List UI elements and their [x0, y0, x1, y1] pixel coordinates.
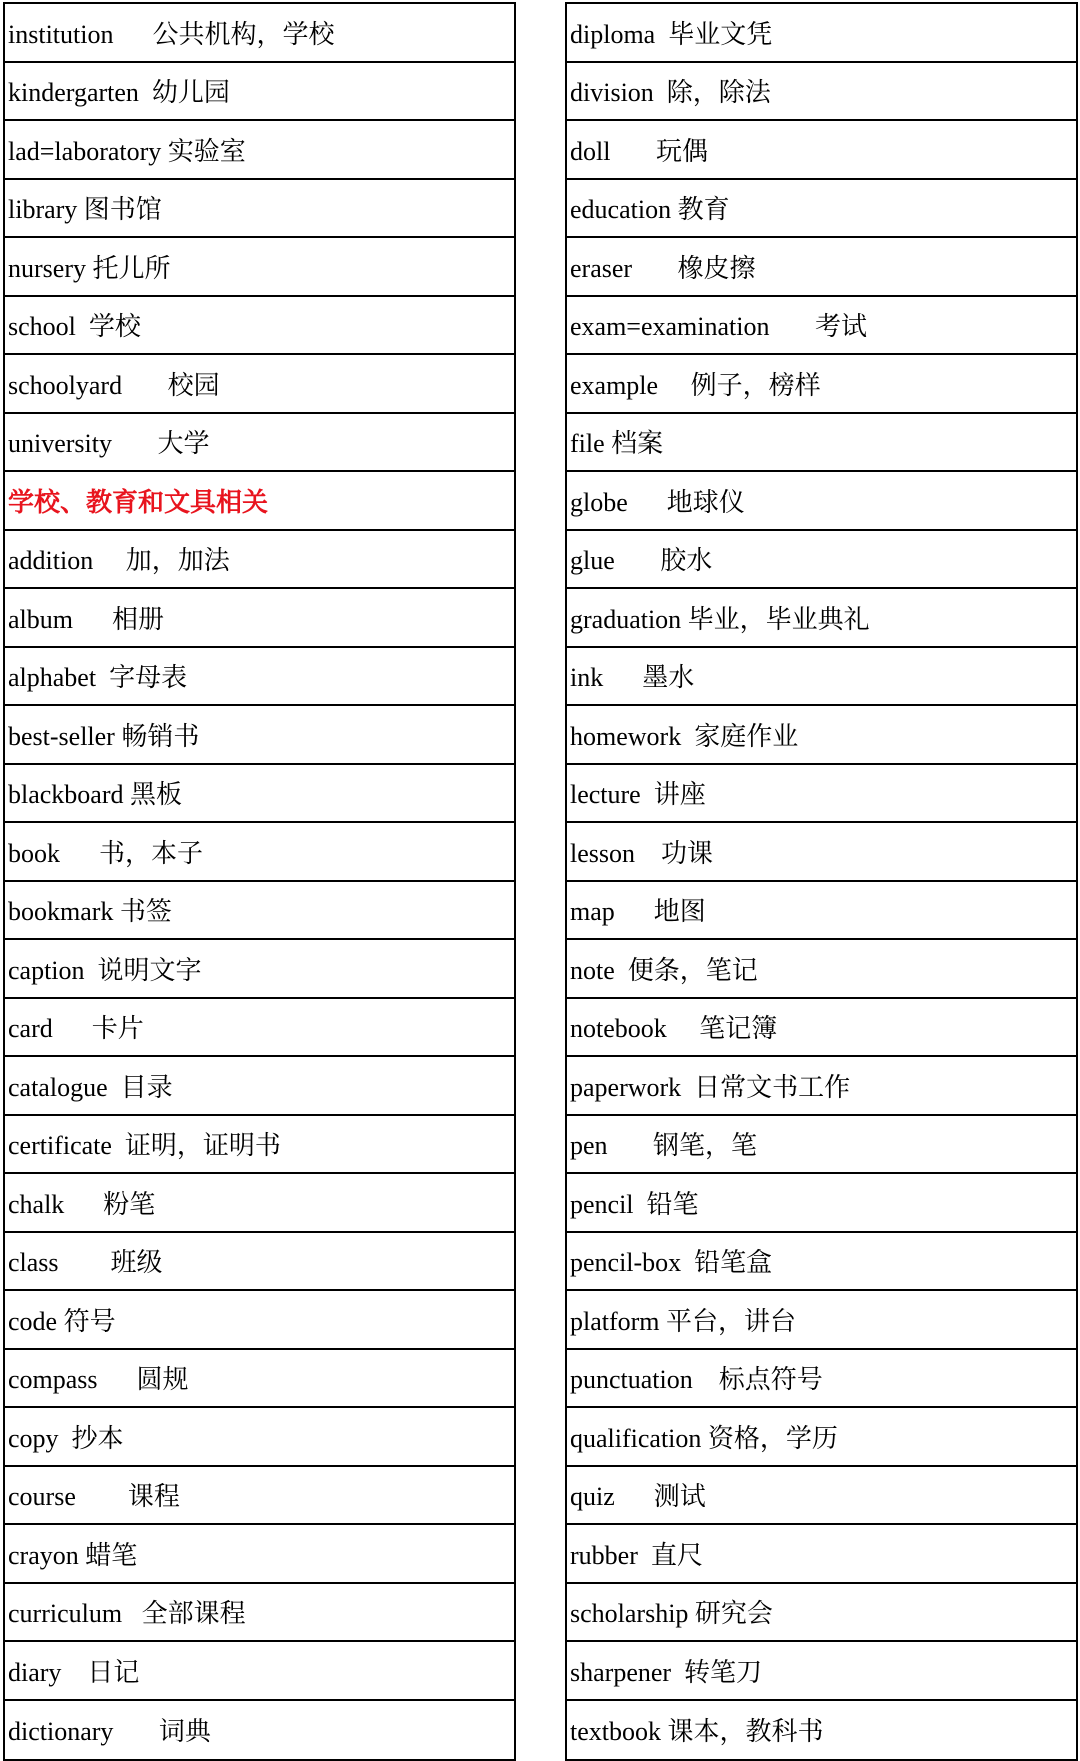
vocab-entry: textbook 课本，教科书: [570, 1717, 824, 1747]
vocab-entry: punctuation 标点符号: [567, 1350, 1076, 1409]
vocab-entry: lad=laboratory 实验室: [5, 121, 514, 180]
vocab-entry: dictionary 词典: [8, 1717, 211, 1747]
vocab-entry: school 学校: [5, 297, 514, 356]
vocab-entry: kindergarten 幼儿园: [5, 63, 514, 122]
vocab-entry: division 除，除法: [567, 63, 1076, 122]
vocab-entry: library 图书馆: [5, 180, 514, 239]
vocab-entry: best-seller 畅销书: [5, 706, 514, 765]
vocab-entry: caption 说明文字: [5, 940, 514, 999]
vocab-entry: note 便条，笔记: [567, 940, 1076, 999]
vocab-entry: paperwork 日常文书工作: [567, 1057, 1076, 1116]
vocab-entry: addition 加，加法: [5, 531, 514, 590]
vocab-entry: diploma 毕业文凭: [567, 4, 1076, 63]
vocab-entry: map 地图: [567, 882, 1076, 941]
vocab-entry: glue 胶水: [567, 531, 1076, 590]
vocab-entry: diary 日记: [5, 1642, 514, 1701]
vocab-entry: qualification 资格，学历: [567, 1408, 1076, 1467]
vocab-entry: notebook 笔记簿: [567, 999, 1076, 1058]
vocab-entry: pencil 铅笔: [567, 1174, 1076, 1233]
vocab-entry: doll 玩偶: [567, 121, 1076, 180]
vocab-entry: course 课程: [5, 1467, 514, 1526]
vocab-entry: education 教育: [567, 180, 1076, 239]
vocab-entry: class 班级: [5, 1233, 514, 1292]
vocab-entry: pencil-box 铅笔盒: [567, 1233, 1076, 1292]
vocab-entry: bookmark 书签: [5, 882, 514, 941]
vocab-entry: album 相册: [5, 589, 514, 648]
vocab-entry: nursery 托儿所: [5, 238, 514, 297]
vocab-entry: copy 抄本: [5, 1408, 514, 1467]
vocab-entry: scholarship 研究会: [567, 1584, 1076, 1643]
vocab-entry: lecture 讲座: [567, 765, 1076, 824]
vocab-column-right: [565, 2, 1078, 1761]
vocab-entry: rubber 直尺: [567, 1525, 1076, 1584]
vocab-entry: schoolyard 校园: [5, 355, 514, 414]
vocab-entry: eraser 橡皮擦: [567, 238, 1076, 297]
vocab-entry: example 例子，榜样: [567, 355, 1076, 414]
section-heading: 学校、教育和文具相关: [5, 472, 514, 531]
vocab-entry: sharpener 转笔刀: [567, 1642, 1076, 1701]
vocab-entry: curriculum 全部课程: [5, 1584, 514, 1643]
vocab-entry: card 卡片: [5, 999, 514, 1058]
vocab-entry: code 符号: [5, 1291, 514, 1350]
vocab-entry: pen 钢笔，笔: [567, 1116, 1076, 1175]
vocab-entry: lesson 功课: [567, 823, 1076, 882]
vocab-entry: certificate 证明，证明书: [5, 1116, 514, 1175]
vocab-entry: blackboard 黑板: [5, 765, 514, 824]
vocab-entry: exam=examination 考试: [567, 297, 1076, 356]
vocab-entry: platform 平台，讲台: [567, 1291, 1076, 1350]
vocab-entry: file 档案: [567, 414, 1076, 473]
vocab-column-left: [3, 2, 516, 1761]
vocab-entry: catalogue 目录: [5, 1057, 514, 1116]
vocab-entry: university 大学: [5, 414, 514, 473]
vocab-entry: graduation 毕业，毕业典礼: [567, 589, 1076, 648]
vocab-entry: chalk 粉笔: [5, 1174, 514, 1233]
vocab-entry: globe 地球仪: [567, 472, 1076, 531]
vocab-entry: crayon 蜡笔: [5, 1525, 514, 1584]
vocab-entry: compass 圆规: [5, 1350, 514, 1409]
vocab-entry: ink 墨水: [567, 648, 1076, 707]
vocab-entry: quiz 测试: [567, 1467, 1076, 1526]
vocab-entry: book 书，本子: [5, 823, 514, 882]
vocab-entry: homework 家庭作业: [567, 706, 1076, 765]
vocab-entry: alphabet 字母表: [5, 648, 514, 707]
vocab-entry: institution 公共机构，学校: [5, 4, 514, 63]
